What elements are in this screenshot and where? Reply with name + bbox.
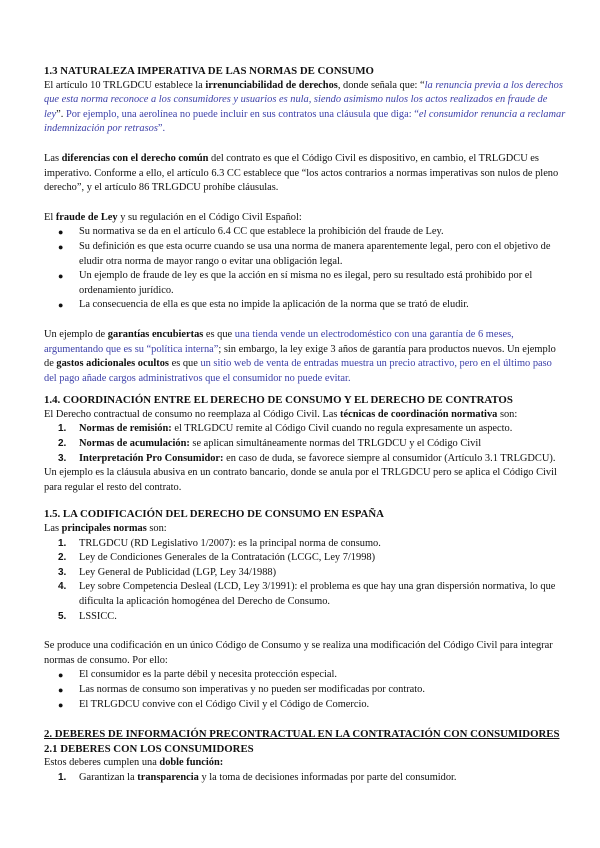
bullet-icon: ●	[58, 271, 64, 282]
funciones-numbered-list	[44, 771, 566, 786]
section-1-3-title: 1.3 NATURALEZA IMPERATIVA DE LAS NORMAS DE CONSUMO	[44, 65, 374, 77]
section-2-title: 2. DEBERES DE INFORMACIÓN PRECONTRACTUAL EN LA CONTRATACIÓN CON CONSUMIDORES	[44, 728, 560, 741]
list-item: ● La consecuencia de ella es que esta no impide la aplicación de la norma que se trató de eludir.	[44, 298, 566, 313]
paragraph-garantias: Un ejemplo de garantías encubiertas es que una tienda vende un electrodoméstico con una garantía de 6 meses, argumentando que es su “política interna”; sin embargo, la ley exige 3 años de garantía para productos nuevos. Un ejemplo de gastos adicionales ocultos es que un sitio web de venta de entradas muestra un precio atractivo, pero en el último paso del pago añade cargos administrativos que el consumidor no puede evitar.	[44, 328, 556, 384]
bullet-icon: ●	[58, 670, 64, 681]
paragraph-fraude-intro: El fraude de Ley y su regulación en el Código Civil Español:	[44, 211, 302, 223]
bullet-icon: ●	[58, 241, 64, 252]
paragraph-codificacion: Se produce una codificación en un único Código de Consumo y se realiza una modificación del Código Civil para integrar normas de consumo. Por ello:	[44, 640, 553, 666]
paragraph-doble-funcion: Estos deberes cumplen una doble función:	[44, 757, 224, 769]
document-page	[44, 64, 566, 786]
normas-numbered-list	[44, 537, 566, 625]
list-item: ● El TRLGDCU convive con el Código Civil y el Código de Comercio.	[44, 698, 566, 713]
list-item: 2. Ley de Condiciones Generales de la Contratación (LCGC, Ley 7/1998)	[58, 552, 376, 564]
list-item: ● Su normativa se da en el artículo 6.4 CC que establece la prohibición del fraude de Ley.	[44, 225, 566, 240]
bullet-icon: ●	[58, 300, 64, 311]
list-item: 1. Garantizan la transparencia y la toma de decisiones informadas por parte del consumidor.	[58, 771, 457, 783]
section-1-5-title: 1.5. LA CODIFICACIÓN DEL DERECHO DE CONSUMO EN ESPAÑA	[44, 508, 384, 521]
list-item: 3. Ley General de Publicidad (LGP, Ley 34/1988)	[58, 566, 277, 578]
list-item: ● Un ejemplo de fraude de ley es que la acción en sí misma no es ilegal, pero su resultado está prohibido por el ordenamiento jurídico.	[58, 270, 533, 296]
list-item: 2. Normas de acumulación: se aplican simultáneamente normas del TRLGDCU y el Código Civil	[58, 438, 482, 450]
paragraph-principales-normas: Las principales normas son:	[44, 523, 167, 535]
paragraph-irrenunciabilidad: El artículo 10 TRLGDCU establece la irrenunciabilidad de derechos, donde señala que: “la renuncia previa a los derechos que esta norma reconoce a los consumidores y usuarios es nula, siendo asimismo nulos los actos realizados en fraude de ley”. Por ejemplo, una aerolínea no puede incluir en sus contratos una cláusula que diga: “el consumidor renuncia a reclamar indemnización por retrasos”.	[44, 79, 566, 135]
list-item: ● Las normas de consumo son imperativas y no pueden ser modificadas por contrato.	[44, 683, 566, 698]
list-item: 1. Normas de remisión: el TRLGDCU remite al Código Civil cuando no regula expresamente un aspecto.	[58, 423, 513, 435]
bullet-icon: ●	[58, 227, 64, 238]
bullet-icon: ●	[58, 684, 64, 695]
section-2-1-title: 2.1 DEBERES CON LOS CONSUMIDORES	[44, 742, 254, 755]
list-item: 3. Interpretación Pro Consumidor: en caso de duda, se favorece siempre al consumidor (Artículo 3.1 TRLGDCU).	[58, 452, 556, 464]
list-item: 5. LSSICC.	[58, 610, 117, 622]
list-item: 4. Ley sobre Competencia Desleal (LCD, Ley 3/1991): el problema es que hay una gran dispersión normativa, lo que dificulta la aplicación homogénea del Derecho de Consumo.	[58, 581, 556, 607]
codificacion-bullet-list	[44, 668, 566, 712]
paragraph-diferencias: Las diferencias con el derecho común del contrato es que el Código Civil es dispositivo, en cambio, el TRLGDCU es imperativo. Conforme a ello, el artículo 6.3 CC establece que “los actos contrarios a normas imperativas son nulos de pleno derecho”, y el artículo 86 TRLGDCU prohíbe cláusulas.	[44, 152, 559, 194]
fraude-bullet-list	[44, 225, 566, 313]
tecnicas-numbered-list	[44, 422, 566, 466]
list-item: ● El consumidor es la parte débil y necesita protección especial.	[44, 668, 566, 683]
paragraph-clausula-abusiva: Un ejemplo es la cláusula abusiva en un contrato bancario, donde se anula por el TRLGDCU pero se aplica el Código Civil para regular el resto del contrato.	[44, 467, 557, 493]
list-item: 1. TRLGDCU (RD Legislativo 1/2007): es la principal norma de consumo.	[58, 537, 381, 549]
bullet-icon: ●	[58, 699, 64, 710]
section-1-4-title: 1.4. COORDINACIÓN ENTRE EL DERECHO DE CONSUMO Y EL DERECHO DE CONTRATOS	[44, 394, 513, 407]
paragraph-coordinacion: El Derecho contractual de consumo no reemplaza al Código Civil. Las técnicas de coordinación normativa son:	[44, 408, 518, 420]
list-item: ● Su definición es que esta ocurre cuando se usa una norma de manera aparentemente legal, pero con el objetivo de eludir otra norma de mayor rango o evitar una obligación legal.	[58, 240, 551, 267]
